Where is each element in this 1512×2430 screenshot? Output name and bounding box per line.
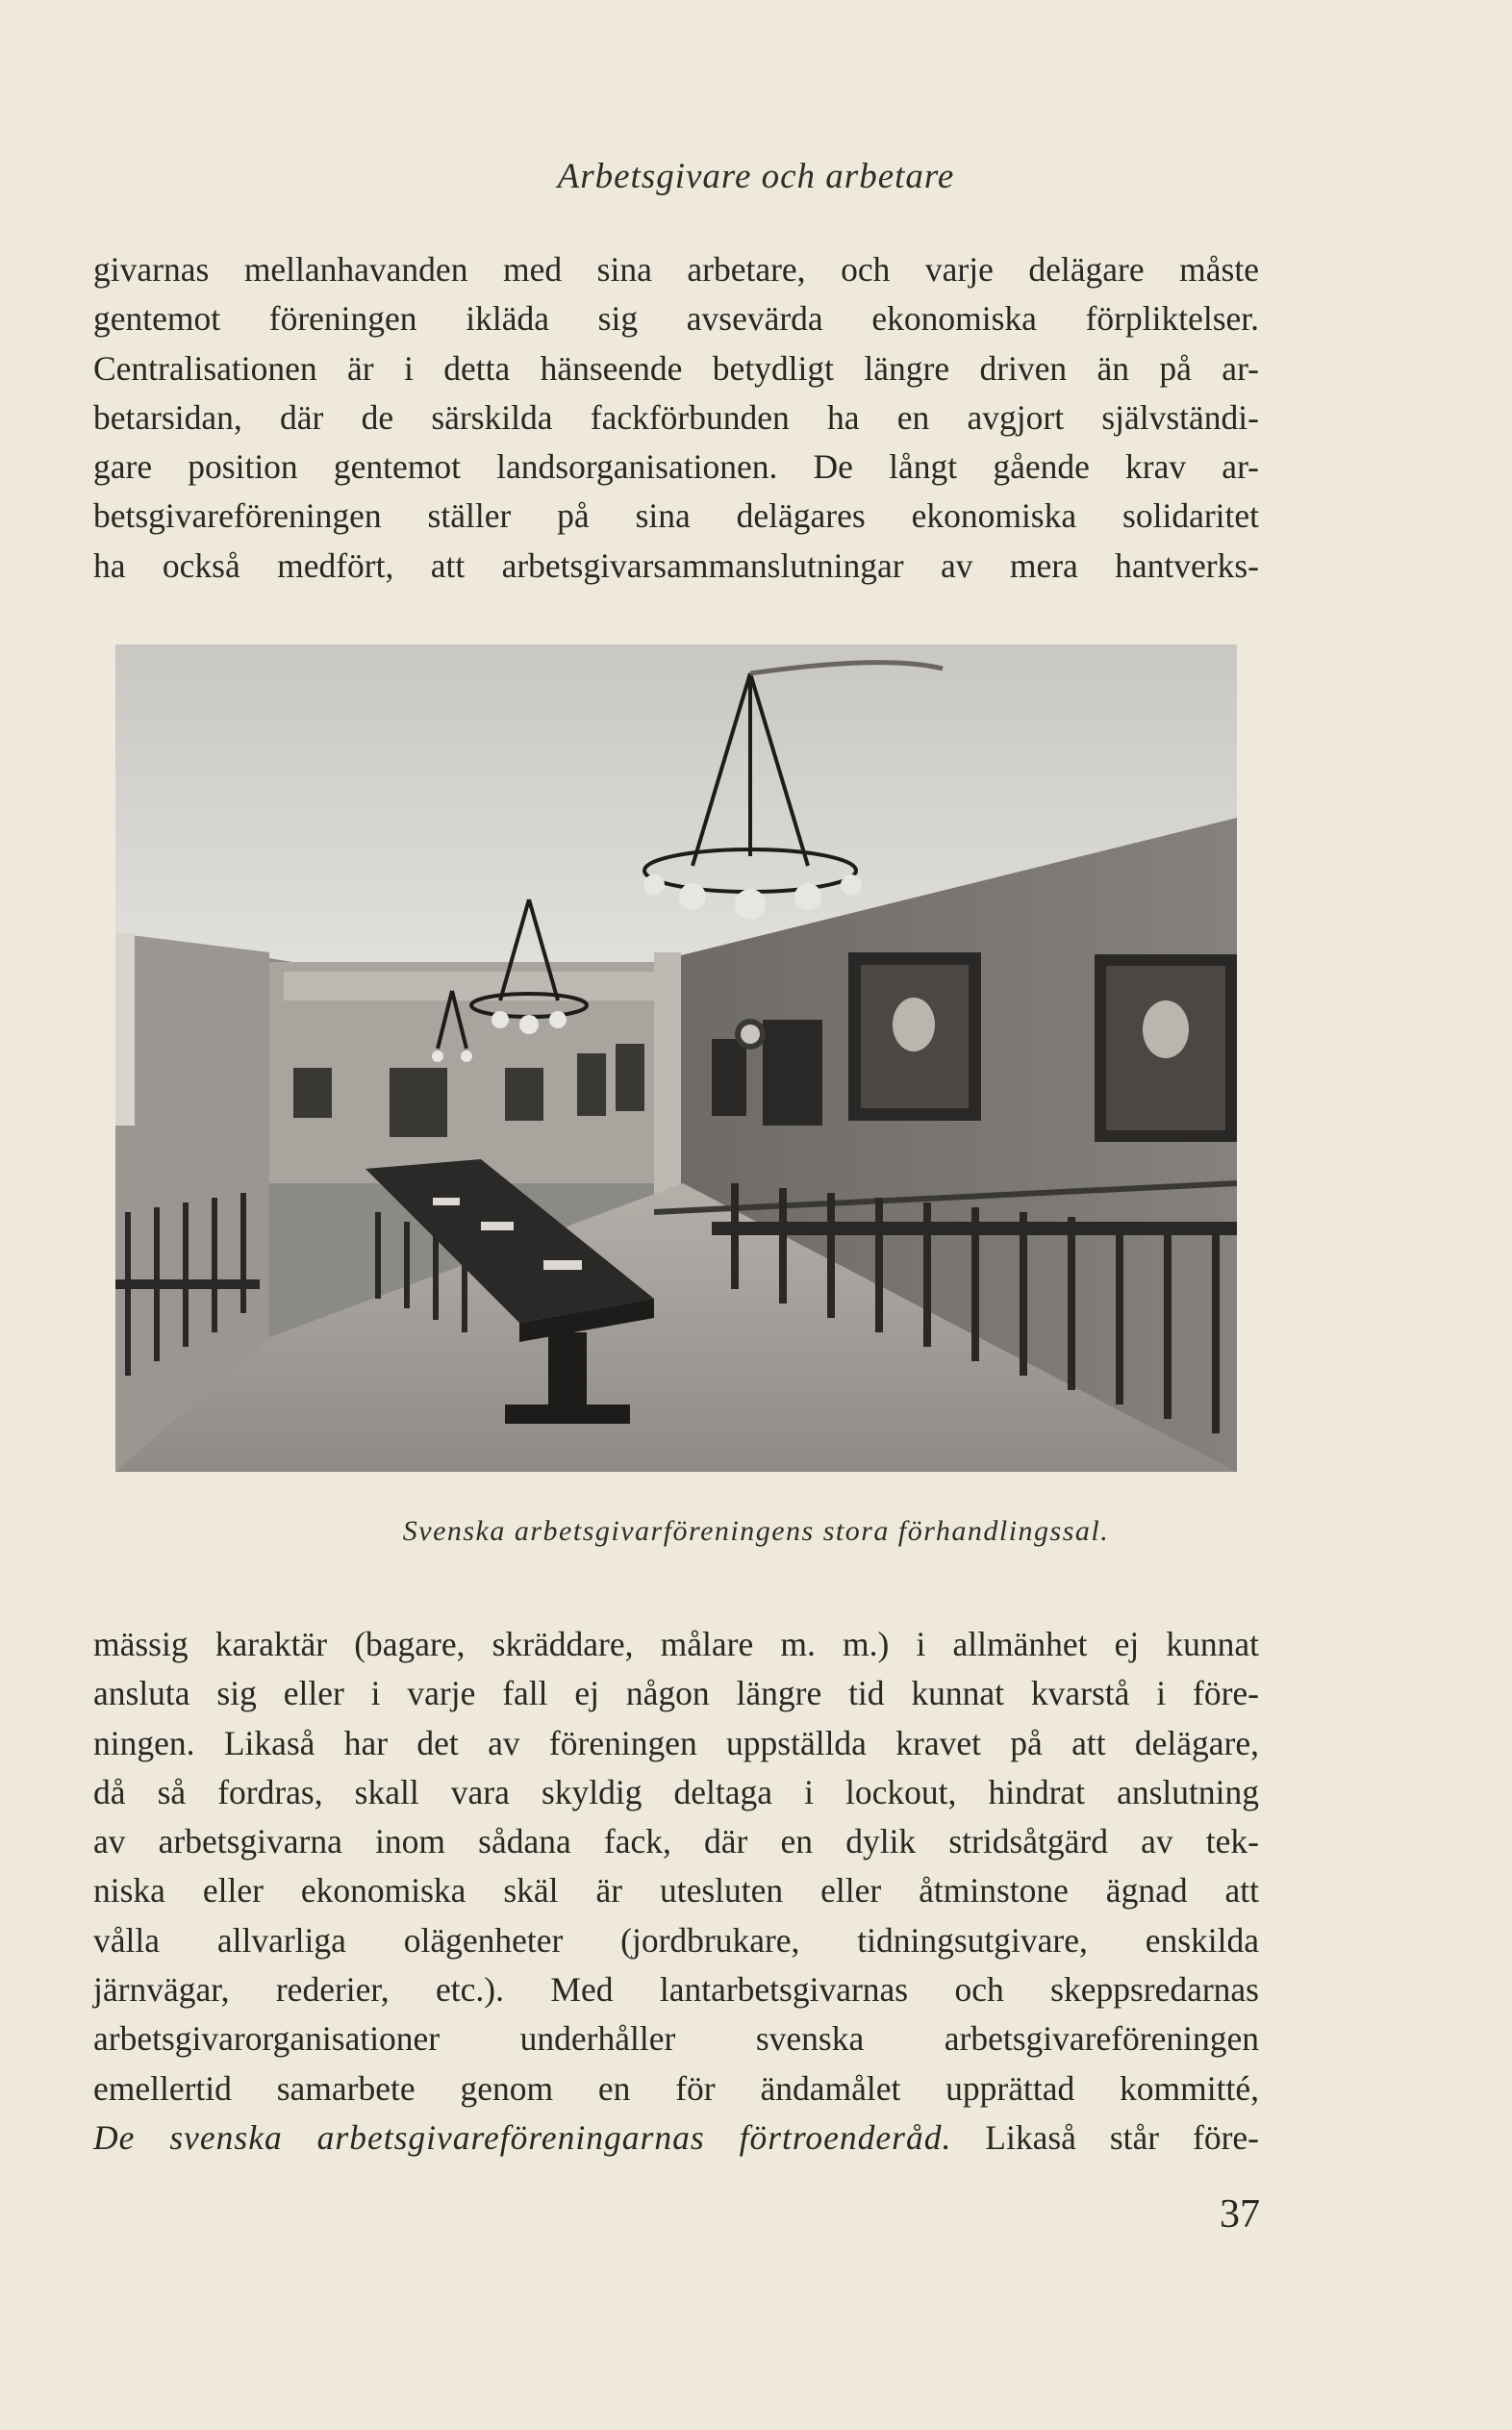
text-line: gentemot föreningen ikläda sig avsevärda ekonomiska förpliktelser.: [93, 299, 1259, 339]
paragraph-bottom: [93, 1620, 1259, 2163]
text-line: arbetsgivarorganisationer underhåller svenska arbetsgivareföreningen: [93, 2019, 1259, 2059]
text-line: mässig karaktär (bagare, skräddare, målare m. m.) i allmänhet ej kunnat: [93, 1625, 1259, 1663]
text-line: ningen. Likaså har det av föreningen uppställda kravet på att delägare,: [93, 1723, 1259, 1762]
council-name: De svenska arbetsgivareföreningarnas förtroenderåd.: [93, 2117, 952, 2157]
text-line: gare position gentemot landsorganisationen. De långt gående krav ar-: [93, 447, 1259, 487]
text-line: emellertid samarbete genom en för ändamålet upprättad kommitté,: [93, 2068, 1259, 2108]
text-line: betsgivareföreningen ställer på sina delägares ekonomiska solidaritet: [93, 496, 1259, 536]
figure-caption: Svenska arbetsgivarföreningens stora förhandlingssal.: [402, 1515, 1110, 1547]
text-line: vålla allvarliga olägenheter (jordbrukare, tidningsutgivare, enskilda: [93, 1920, 1259, 1960]
text-line-end: Likaså står före-: [985, 2117, 1259, 2157]
paragraph-top: [93, 245, 1259, 591]
text-line: av arbetsgivarna inom sådana fack, där en dylik stridsåtgärd av tek-: [93, 1822, 1259, 1861]
meeting-hall-photograph: [115, 645, 1237, 1472]
text-line-last: [93, 2114, 1259, 2163]
text-line: ansluta sig eller i varje fall ej någon längre tid kunnat kvarstå i före-: [93, 1674, 1259, 1713]
text-line: då så fordras, skall vara skyldig deltaga i lockout, hindrat anslutning: [93, 1772, 1259, 1811]
text-line: betarsidan, där de särskilda fackförbunden ha en avgjort självständi-: [93, 397, 1259, 437]
text-line: niska eller ekonomiska skäl är utesluten eller åtminstone ägnad att: [93, 1871, 1259, 1911]
text-line: givarnas mellanhavanden med sina arbetare, och varje delägare måste: [93, 250, 1259, 289]
text-line: ha också medfört, att arbetsgivarsammanslutningar av mera hantverks-: [93, 545, 1259, 585]
running-title: Arbetsgivare och arbetare: [557, 157, 955, 196]
text-line: järnvägar, rederier, etc.). Med lantarbetsgivarnas och skeppsredarnas: [93, 1970, 1259, 2010]
page-number: 37: [1220, 2192, 1260, 2237]
text-line: Centralisationen är i detta hänseende betydligt längre driven än på ar-: [93, 348, 1259, 388]
